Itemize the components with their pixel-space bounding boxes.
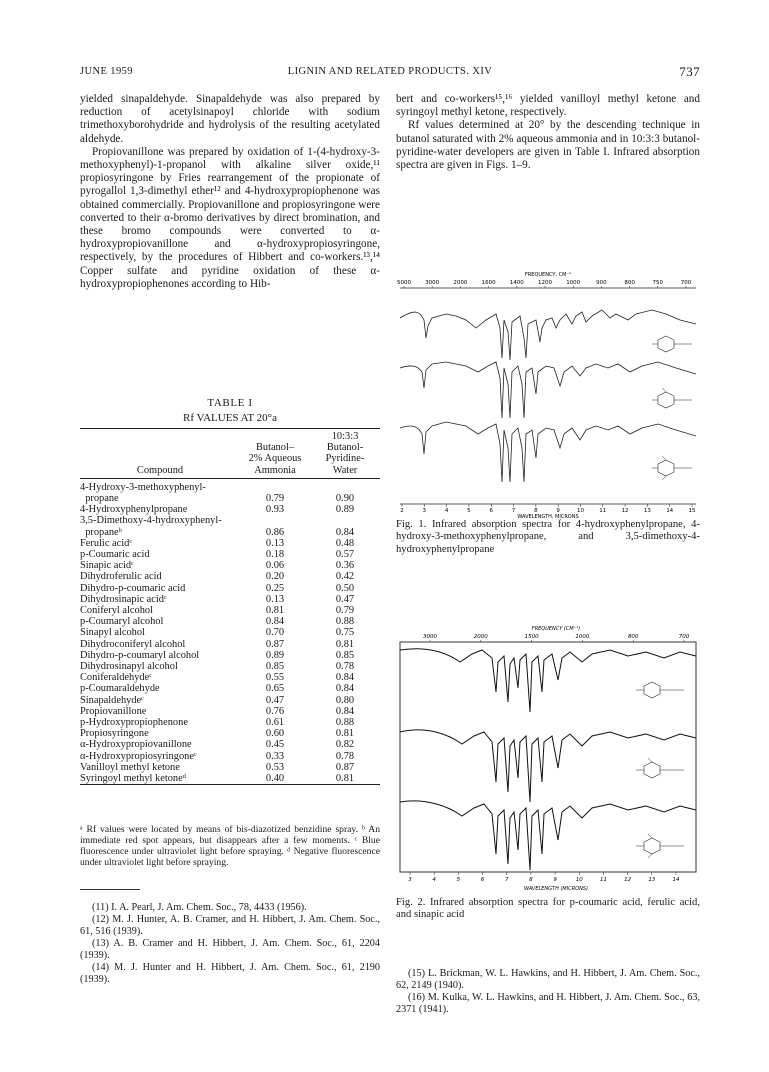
rf-butanol-ammonia-cell: 0.85 <box>265 661 285 673</box>
column-header-compound: Compound <box>136 464 184 476</box>
table-row <box>80 605 380 616</box>
rf-butanol-ammonia-cell: 0.53 <box>265 761 285 773</box>
fig2-wavelength-tick: 8 <box>529 877 533 883</box>
compound-cell: 4-Hydroxy-3-methoxyphenyl- propane <box>80 481 206 505</box>
compound-cell: Ferulic acidᶜ <box>80 537 132 549</box>
table-row <box>80 661 380 672</box>
fig2-frequency-tick: 1000 <box>575 634 590 640</box>
fig2-wavelength-tick: 14 <box>672 877 680 883</box>
rf-butanol-pyridine-water-cell: 0.89 <box>335 504 355 516</box>
fig2-frequency-tick: 3000 <box>423 634 437 640</box>
fig2-frequency-label: FREQUENCY (CM⁻¹) <box>531 626 581 632</box>
fig2-wavelength-tick: 4 <box>432 877 436 883</box>
table-row <box>80 616 380 627</box>
fig1-wavelength-tick: 3 <box>422 508 427 514</box>
fig2-wavelength-tick: 11 <box>599 877 607 883</box>
fig2-wavelength-tick: 7 <box>504 877 509 883</box>
table-row <box>80 538 380 549</box>
fig1-frequency-tick: 900 <box>596 280 607 286</box>
rf-butanol-pyridine-water-cell: 0.84 <box>335 526 355 538</box>
fig1-frequency-label: FREQUENCY, CM⁻¹ <box>524 272 572 278</box>
rf-butanol-pyridine-water-cell: 0.85 <box>335 649 355 661</box>
spectrum-trace-3 <box>400 801 696 870</box>
rf-butanol-pyridine-water-cell: 0.84 <box>335 705 355 717</box>
paragraph: bert and co-workers¹⁵,¹⁶ yielded vanilloyl methyl ketone and syringoyl methyl ketone, respectively. <box>396 93 700 119</box>
column-header-butanol-ammonia: Butanol– 2% Aqueous Ammonia <box>248 442 302 476</box>
table-subtitle: Rf VALUES AT 20°a <box>183 412 277 424</box>
spectrum-trace-3 <box>400 422 696 482</box>
fig2-wavelength-tick: 9 <box>553 877 557 883</box>
fig2-frequency-tick: 2000 <box>473 634 488 640</box>
header-title: LIGNIN AND RELATED PRODUCTS. XIV <box>287 66 493 77</box>
table-row <box>80 504 380 515</box>
figure-2-caption: Fig. 2. Infrared absorption spectra for p-coumaric acid, ferulic acid, and sinapic acid <box>396 897 700 921</box>
rf-butanol-pyridine-water-cell: 0.78 <box>335 750 355 762</box>
reference: (12) M. J. Hunter, A. B. Cramer, and H. Hibbert, J. Am. Chem. Soc., 61, 516 (1939). <box>80 914 380 937</box>
fig2-wavelength-label: WAVELENGTH (MICRONS) <box>524 886 588 892</box>
fig1-wavelength-tick: 6 <box>489 508 493 514</box>
fig1-frequency-tick: 2000 <box>453 280 468 286</box>
table-row <box>80 762 380 773</box>
fig2-frequency-tick: 800 <box>627 634 639 640</box>
fig1-wavelength-tick: 12 <box>621 508 629 514</box>
table-row <box>80 672 380 683</box>
compound-cell: Coniferyl alcohol <box>80 605 154 617</box>
table-title: TABLE I <box>207 397 253 409</box>
fig1-wavelength-tick: 4 <box>444 508 449 514</box>
reference: (16) M. Kulka, W. L. Hawkins, and H. Hibbert, J. Am. Chem. Soc., 63, 2371 (1941). <box>396 992 700 1015</box>
reference: (15) L. Brickman, W. L. Hawkins, and H. Hibbert, J. Am. Chem. Soc., 62, 2149 (1940). <box>396 968 700 991</box>
rf-butanol-ammonia-cell: 0.20 <box>265 571 285 583</box>
references-left <box>80 902 380 986</box>
fig1-wavelength-tick: 11 <box>599 508 607 514</box>
table-row <box>80 706 380 717</box>
compound-cell: Syringoyl methyl ketoneᵈ <box>80 773 186 785</box>
rf-butanol-ammonia-cell: 0.40 <box>265 773 285 785</box>
fig2-wavelength-tick: 10 <box>575 877 583 883</box>
compound-cell: Dihydroferulic acid <box>80 571 162 583</box>
structure-diagram-5 <box>636 758 684 778</box>
rf-butanol-pyridine-water-cell: 0.48 <box>335 537 355 549</box>
rf-butanol-ammonia-cell: 0.47 <box>265 694 285 706</box>
structure-diagram-2 <box>652 388 692 408</box>
fig2-wavelength-tick: 3 <box>408 877 412 883</box>
compound-cell: p-Coumaric acid <box>80 549 150 561</box>
reference: (13) A. B. Cramer and H. Hibbert, J. Am. Chem. Soc., 61, 2204 (1939). <box>80 938 380 961</box>
rf-butanol-ammonia-cell: 0.84 <box>265 616 285 628</box>
structure-diagram-3 <box>652 456 692 480</box>
rf-butanol-pyridine-water-cell: 0.57 <box>335 549 355 561</box>
table-row <box>80 478 380 504</box>
compound-cell: Dihydrosinapic acidᶜ <box>80 593 167 605</box>
fig1-wavelength-tick: 7 <box>511 508 516 514</box>
rf-butanol-ammonia-cell: 0.13 <box>265 593 285 605</box>
spectrum-trace-1 <box>400 310 696 360</box>
rf-butanol-pyridine-water-cell: 0.36 <box>335 560 355 572</box>
compound-cell: Sinapic acidᶜ <box>80 560 134 572</box>
rf-butanol-ammonia-cell: 0.79 <box>265 493 285 505</box>
fig1-frequency-tick: 1200 <box>538 280 552 286</box>
header-date: JUNE 1959 <box>80 66 133 77</box>
compound-cell: p-Coumaryl alcohol <box>80 616 164 628</box>
table-row <box>80 639 380 650</box>
rf-butanol-pyridine-water-cell: 0.88 <box>335 616 355 628</box>
compound-cell: Sinapaldehydeᶜ <box>80 694 144 706</box>
table-body <box>80 478 380 784</box>
rf-butanol-ammonia-cell: 0.93 <box>265 504 285 516</box>
figure-1-ir-spectra <box>396 268 700 520</box>
compound-cell: Propiovanillone <box>80 705 147 717</box>
rf-butanol-pyridine-water-cell: 0.78 <box>335 661 355 673</box>
rf-butanol-pyridine-water-cell: 0.84 <box>335 683 355 695</box>
rf-butanol-ammonia-cell: 0.81 <box>265 605 285 617</box>
compound-cell: Dihydro-p-coumaric acid <box>80 582 186 594</box>
compound-cell: α-Hydroxypropiosyringoneᶜ <box>80 750 197 762</box>
rf-butanol-pyridine-water-cell: 0.42 <box>335 571 355 583</box>
table-row <box>80 739 380 750</box>
compound-cell: 4-Hydroxyphenylpropane <box>80 504 188 516</box>
rf-butanol-ammonia-cell: 0.55 <box>265 672 285 684</box>
structure-diagram-4 <box>636 682 684 698</box>
rf-butanol-pyridine-water-cell: 0.81 <box>335 728 355 740</box>
table-row <box>80 515 380 537</box>
table-footnote: ᵃ Rf values were located by means of bis-diazotized benzidine spray. ᵇ An immediate red spot appears, but disappears after a few moments. ᶜ Blue fluorescence under ultraviolet light before spraying. ᵈ Negative fluorescence under ultraviolet light before spraying. <box>80 824 380 868</box>
table-row <box>80 773 380 785</box>
fig2-wavelength-tick: 12 <box>624 877 632 883</box>
fig2-wavelength-tick: 5 <box>456 877 461 883</box>
fig2-frequency-tick: 1500 <box>524 634 539 640</box>
fig1-frequency-tick: 3000 <box>425 280 440 286</box>
left-column-text <box>80 93 380 291</box>
rf-butanol-pyridine-water-cell: 0.88 <box>335 717 355 729</box>
rf-butanol-ammonia-cell: 0.61 <box>265 717 285 729</box>
rf-butanol-pyridine-water-cell: 0.50 <box>335 582 355 594</box>
table-row <box>80 594 380 605</box>
fig2-wavelength-tick: 13 <box>648 877 656 883</box>
footnote-rule <box>80 889 140 890</box>
rf-butanol-pyridine-water-cell: 0.81 <box>335 638 355 650</box>
table-row <box>80 717 380 728</box>
compound-cell: p-Hydroxypropiophenone <box>80 717 188 729</box>
fig1-frequency-tick: 1600 <box>481 280 496 286</box>
spectrum-trace-1 <box>400 649 696 712</box>
fig2-frequency-tick: 700 <box>678 634 690 640</box>
compound-cell: Dihydroconiferyl alcohol <box>80 638 186 650</box>
fig1-wavelength-tick: 2 <box>400 508 404 514</box>
compound-cell: Coniferaldehydeᶜ <box>80 672 152 684</box>
compound-cell: 3,5-Dimethoxy-4-hydroxyphenyl- propaneᵇ <box>80 515 222 538</box>
fig1-frequency-tick: 750 <box>652 280 664 286</box>
rf-butanol-pyridine-water-cell: 0.82 <box>335 739 355 751</box>
fig1-wavelength-tick: 14 <box>666 508 674 514</box>
rf-butanol-ammonia-cell: 0.06 <box>265 560 285 572</box>
rf-butanol-pyridine-water-cell: 0.80 <box>335 694 355 706</box>
table-row <box>80 549 380 560</box>
reference: (11) I. A. Pearl, J. Am. Chem. Soc., 78, 4433 (1956). <box>92 902 307 913</box>
fig1-wavelength-tick: 8 <box>534 508 538 514</box>
compound-cell: Vanilloyl methyl ketone <box>80 761 180 773</box>
fig2-wavelength-tick: 6 <box>480 877 485 883</box>
rf-table <box>80 428 380 785</box>
paragraph: Rf values determined at 20° by the descending technique in butanol saturated with 2% aqueous ammonia and in 10:3:3 butanol-pyridine-water developers are given in Table I. Infrared absorption spectra are given in Figs. 1–9. <box>396 119 700 172</box>
rf-butanol-ammonia-cell: 0.70 <box>265 627 285 639</box>
fig1-wavelength-label: WAVELENGTH, MICRONS <box>517 514 579 520</box>
compound-cell: p-Coumaraldehyde <box>80 683 160 695</box>
fig1-wavelength-tick: 15 <box>688 508 696 514</box>
spectrum-trace-2 <box>400 730 696 802</box>
rf-butanol-pyridine-water-cell: 0.87 <box>335 761 355 773</box>
reference: (14) M. J. Hunter and H. Hibbert, J. Am. Chem. Soc., 61, 2190 (1939). <box>80 962 380 985</box>
fig1-frequency-tick: 700 <box>680 280 692 286</box>
rf-butanol-ammonia-cell: 0.86 <box>265 526 285 538</box>
rf-butanol-pyridine-water-cell: 0.81 <box>335 773 355 785</box>
table-row <box>80 583 380 594</box>
references-right <box>396 968 700 1016</box>
page-number: 737 <box>679 64 700 79</box>
rf-butanol-pyridine-water-cell: 0.90 <box>335 493 355 505</box>
table-row <box>80 560 380 571</box>
rf-butanol-ammonia-cell: 0.13 <box>265 537 285 549</box>
structure-diagram-1 <box>652 336 692 352</box>
rf-butanol-ammonia-cell: 0.89 <box>265 649 285 661</box>
rf-butanol-pyridine-water-cell: 0.47 <box>335 593 355 605</box>
fig1-wavelength-tick: 13 <box>643 508 651 514</box>
rf-butanol-ammonia-cell: 0.65 <box>265 683 285 695</box>
table-header-row <box>80 429 380 479</box>
rf-butanol-ammonia-cell: 0.25 <box>265 582 285 594</box>
table-row <box>80 571 380 582</box>
figure-1-caption: Fig. 1. Infrared absorption spectra for 4-hydroxyphenylpropane, 4-hydroxy-3-methoxyphenylpropane, and 3,5-dimethoxy-4-hydroxyphenylpropane <box>396 519 700 555</box>
right-column-text <box>396 93 700 172</box>
rf-butanol-ammonia-cell: 0.33 <box>265 750 285 762</box>
fig1-frequency-tick: 800 <box>624 280 635 286</box>
rf-butanol-ammonia-cell: 0.60 <box>265 728 285 740</box>
compound-cell: Sinapyl alcohol <box>80 627 145 639</box>
compound-cell: α-Hydroxypropiovanillone <box>80 739 192 751</box>
compound-cell: Dihydrosinapyl alcohol <box>80 661 178 673</box>
fig1-wavelength-tick: 5 <box>467 508 471 514</box>
rf-butanol-ammonia-cell: 0.87 <box>265 638 285 650</box>
rf-butanol-ammonia-cell: 0.18 <box>265 549 285 561</box>
fig1-frequency-tick: 1000 <box>566 280 581 286</box>
table-row <box>80 728 380 739</box>
table-row <box>80 627 380 638</box>
table-row <box>80 650 380 661</box>
fig1-frequency-tick: 1400 <box>509 280 524 286</box>
rf-butanol-pyridine-water-cell: 0.79 <box>335 605 355 617</box>
structure-diagram-6 <box>636 834 684 858</box>
table-row <box>80 751 380 762</box>
table-row <box>80 695 380 706</box>
compound-cell: Propiosyringone <box>80 728 149 740</box>
paragraph: yielded sinapaldehyde. Sinapaldehyde was also prepared by reduction of acetylsinapoyl chloride with sodium trimethoxyborohydride and hydrolysis of the resulting acetylated aldehyde. <box>80 93 380 145</box>
fig1-wavelength-tick: 10 <box>576 508 584 514</box>
table-row <box>80 683 380 694</box>
rf-butanol-ammonia-cell: 0.45 <box>265 739 285 751</box>
figure-2-ir-spectra <box>396 622 700 892</box>
rf-butanol-ammonia-cell: 0.76 <box>265 705 285 717</box>
spectrum-trace-2 <box>400 362 696 418</box>
rf-butanol-pyridine-water-cell: 0.84 <box>335 672 355 684</box>
paragraph: Propiovanillone was prepared by oxidation of 1-(4-hydroxy-3-methoxyphenyl)-1-propanol with alkaline silver oxide,¹¹ propiosyringone by Fries rearrangement of the propionate of pyrogallol 1,3-dimethyl ether¹² and 4-hydroxypropiophenone was obtained commercially. Propiovanillone and propiosyringone were converted to their α-bromo derivatives by direct bromination, and these bromo compounds were converted to α-hydroxypropiovanillone and α-hydroxypropiosyringone, respectively, by the procedures of Hibbert and co-workers.¹³,¹⁴ Copper sulfate and pyridine oxidation of these α-hydroxypropiophenones according to Hib- <box>80 145 380 290</box>
fig1-frequency-tick: 5000 <box>397 280 411 286</box>
figure-2-svg <box>396 622 700 892</box>
compound-cell: Dihydro-p-coumaryl alcohol <box>80 649 200 661</box>
column-header-butanol-pyridine-water: 10:3:3 Butanol- Pyridine- Water <box>325 431 365 476</box>
figure-1-svg <box>396 268 700 520</box>
rf-butanol-pyridine-water-cell: 0.75 <box>335 627 355 639</box>
fig1-wavelength-tick: 9 <box>556 508 560 514</box>
